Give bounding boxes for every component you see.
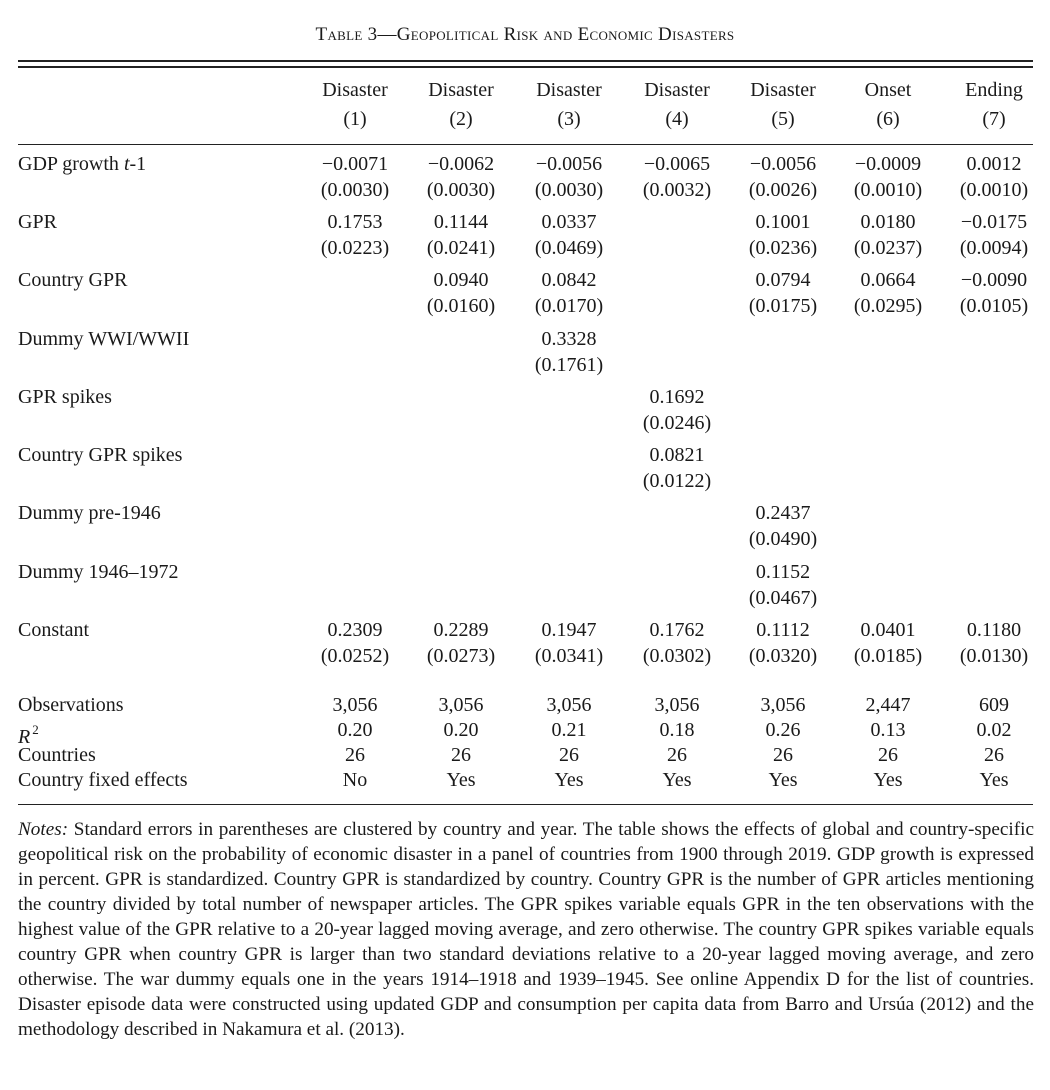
table-title-prefix: Table 3 [315,24,378,45]
row-label [18,326,189,352]
coefficient-cell: 0.2437 [755,502,811,524]
table-title-dash: — [377,24,397,45]
row-label [18,559,179,585]
coefficient-cell: 0.0664 [860,269,916,291]
row-label-text: GDP growth [18,153,124,175]
coefficient-cell: −0.0071 [321,153,389,175]
std-error-cell: (0.0302) [642,645,712,667]
stat-value-cell: 0.13 [870,719,906,741]
stat-value-cell: 3,056 [438,694,484,716]
column-header-3-number: (3) [557,108,581,130]
stat-value-cell: 3,056 [654,694,700,716]
stat-value-cell: Yes [873,769,903,791]
stat-value-cell: 26 [345,744,365,766]
std-error-cell: (0.0175) [748,295,818,317]
stat-value-cell: 2,447 [865,694,911,716]
column-header-2-label: Disaster [428,79,494,101]
stat-value-cell: 26 [451,744,471,766]
table-title [0,24,1050,46]
row-label-text: Dummy 1946–1972 [18,561,179,583]
std-error-cell: (0.0236) [748,237,818,259]
stat-value-cell: 609 [979,694,1009,716]
coefficient-cell: −0.0062 [427,153,495,175]
coefficient-cell: 0.1152 [755,561,811,583]
row-label [18,209,57,235]
coefficient-cell: 0.1180 [966,619,1022,641]
stat-value-cell: 0.21 [551,719,587,741]
stat-value-cell: 3,056 [332,694,378,716]
coefficient-cell: −0.0065 [643,153,711,175]
top-rule-2 [18,66,1033,68]
column-header-7-label: Ending [965,79,1023,101]
std-error-cell: (0.0185) [853,645,923,667]
coefficient-cell: 0.0180 [860,211,916,233]
column-header-4-label: Disaster [644,79,710,101]
column-header-5-number: (5) [771,108,795,130]
stat-value-cell: Yes [768,769,798,791]
coefficient-cell: 0.0940 [433,269,489,291]
notes-text: Standard errors in parentheses are clustered by country and year. The table shows the effects of global and country-specific geopolitical risk on the probability of economic disaster in a panel of countries from 1900 through 2019. GDP growth is expressed in percent. GPR is standardized. Country GPR is standardized by country. Country GPR is the number of GPR articles mentioning the country divided by total number of newspaper articles. The GPR spikes variable equals GPR in the ten observations with the highest value of the GPR relative to a 20-year lagged moving average, and zero otherwise. The country GPR spikes variable equals country GPR when country GPR is larger than two standard deviations relative to a 20-year lagged moving average, and zero otherwise. The war dummy equals one in the years 1914–1918 and 1939–1945. See online Appendix D for the list of countries. Disaster episode data were constructed using updated GDP and consumption per capita data from Barro and Ursúa (2012) and the methodology described in Nakamura et al. (2013). [18,819,1034,1040]
coefficient-cell: 0.0794 [755,269,811,291]
stat-value-cell: Yes [979,769,1009,791]
column-header-6-number: (6) [876,108,900,130]
std-error-cell: (0.0122) [642,470,712,492]
stat-value-cell: Yes [446,769,476,791]
top-rule-1 [18,60,1033,62]
coefficient-cell: 0.1001 [755,211,811,233]
row-label [18,442,182,468]
coefficient-cell: 0.1112 [756,619,810,641]
coefficient-cell: 0.3328 [541,328,597,350]
stat-value-cell: No [342,769,368,791]
table-title-text: Geopolitical Risk and Economic Disasters [396,24,735,45]
row-label-text: Country GPR [18,269,128,291]
column-header-7-number: (7) [982,108,1006,130]
row-label [18,617,89,643]
column-header-5-label: Disaster [750,79,816,101]
std-error-cell: (0.1761) [534,354,604,376]
row-label-text: Dummy WWI/WWII [18,328,190,350]
row-label [18,384,112,410]
row-label [18,267,127,293]
stat-value-cell: 0.02 [976,719,1012,741]
std-error-cell: (0.0030) [426,179,496,201]
stat-value-cell: 0.18 [659,719,695,741]
stat-value-cell: 0.20 [443,719,479,741]
column-header-3-label: Disaster [536,79,602,101]
column-header-2-number: (2) [449,108,473,130]
coefficient-cell: 0.0337 [541,211,597,233]
column-header-4-number: (4) [665,108,689,130]
row-label-text: GPR [18,211,57,233]
row-label [18,500,161,526]
column-header-6-label: Onset [864,79,912,101]
row-label [18,151,146,177]
std-error-cell: (0.0010) [853,179,923,201]
std-error-cell: (0.0026) [748,179,818,201]
std-error-cell: (0.0160) [426,295,496,317]
row-label-text: GPR spikes [18,386,112,408]
coefficient-cell: 0.1947 [541,619,597,641]
stat-value-cell: 0.26 [765,719,801,741]
std-error-cell: (0.0032) [642,179,712,201]
stat-value-cell: 3,056 [760,694,806,716]
stat-value-cell: 3,056 [546,694,592,716]
std-error-cell: (0.0341) [534,645,604,667]
stat-label-text: R [18,726,31,748]
header-rule [18,144,1033,145]
bottom-rule [18,804,1033,805]
stat-label: Observations [18,694,124,716]
coefficient-cell: 0.0821 [649,444,705,466]
std-error-cell: (0.0237) [853,237,923,259]
stat-label: Country fixed effects [18,769,188,791]
std-error-cell: (0.0273) [426,645,496,667]
std-error-cell: (0.0252) [320,645,390,667]
coefficient-cell: 0.1692 [649,386,705,408]
stat-value-cell: 26 [773,744,793,766]
std-error-cell: (0.0223) [320,237,390,259]
stat-value-cell: 26 [667,744,687,766]
row-label-text: Country GPR spikes [18,444,183,466]
table-notes [18,817,1034,1042]
column-header-1-label: Disaster [322,79,388,101]
std-error-cell: (0.0320) [748,645,818,667]
stat-label: Countries [18,744,96,766]
std-error-cell: (0.0105) [959,295,1029,317]
std-error-cell: (0.0030) [534,179,604,201]
stat-value-cell: 26 [878,744,898,766]
std-error-cell: (0.0130) [959,645,1029,667]
coefficient-cell: −0.0090 [960,269,1028,291]
coefficient-cell: −0.0175 [960,211,1028,233]
coefficient-cell: −0.0056 [749,153,817,175]
std-error-cell: (0.0295) [853,295,923,317]
coefficient-cell: 0.0012 [966,153,1022,175]
stat-value-cell: 26 [984,744,1004,766]
coefficient-cell: −0.0056 [535,153,603,175]
notes-lead: Notes: [18,819,69,840]
std-error-cell: (0.0010) [959,179,1029,201]
std-error-cell: (0.0241) [426,237,496,259]
coefficient-cell: 0.2289 [433,619,489,641]
row-label-text: Constant [18,619,90,641]
std-error-cell: (0.0467) [748,587,818,609]
row-label-text: Dummy pre-1946 [18,502,161,524]
std-error-cell: (0.0469) [534,237,604,259]
stat-label-superscript: 2 [32,722,39,737]
std-error-cell: (0.0246) [642,412,712,434]
coefficient-cell: 0.1144 [433,211,489,233]
row-label-italic: t [123,153,130,175]
stat-value-cell: 26 [559,744,579,766]
stat-value-cell: 0.20 [337,719,373,741]
coefficient-cell: 0.1753 [327,211,383,233]
coefficient-cell: 0.1762 [649,619,705,641]
coefficient-cell: 0.0842 [541,269,597,291]
row-label-suffix: -1 [129,153,147,175]
coefficient-cell: 0.0401 [860,619,916,641]
std-error-cell: (0.0030) [320,179,390,201]
coefficient-cell: 0.2309 [327,619,383,641]
coefficient-cell: −0.0009 [854,153,922,175]
column-header-1-number: (1) [343,108,367,130]
std-error-cell: (0.0170) [534,295,604,317]
std-error-cell: (0.0490) [748,528,818,550]
stat-value-cell: Yes [554,769,584,791]
stat-value-cell: Yes [662,769,692,791]
std-error-cell: (0.0094) [959,237,1029,259]
